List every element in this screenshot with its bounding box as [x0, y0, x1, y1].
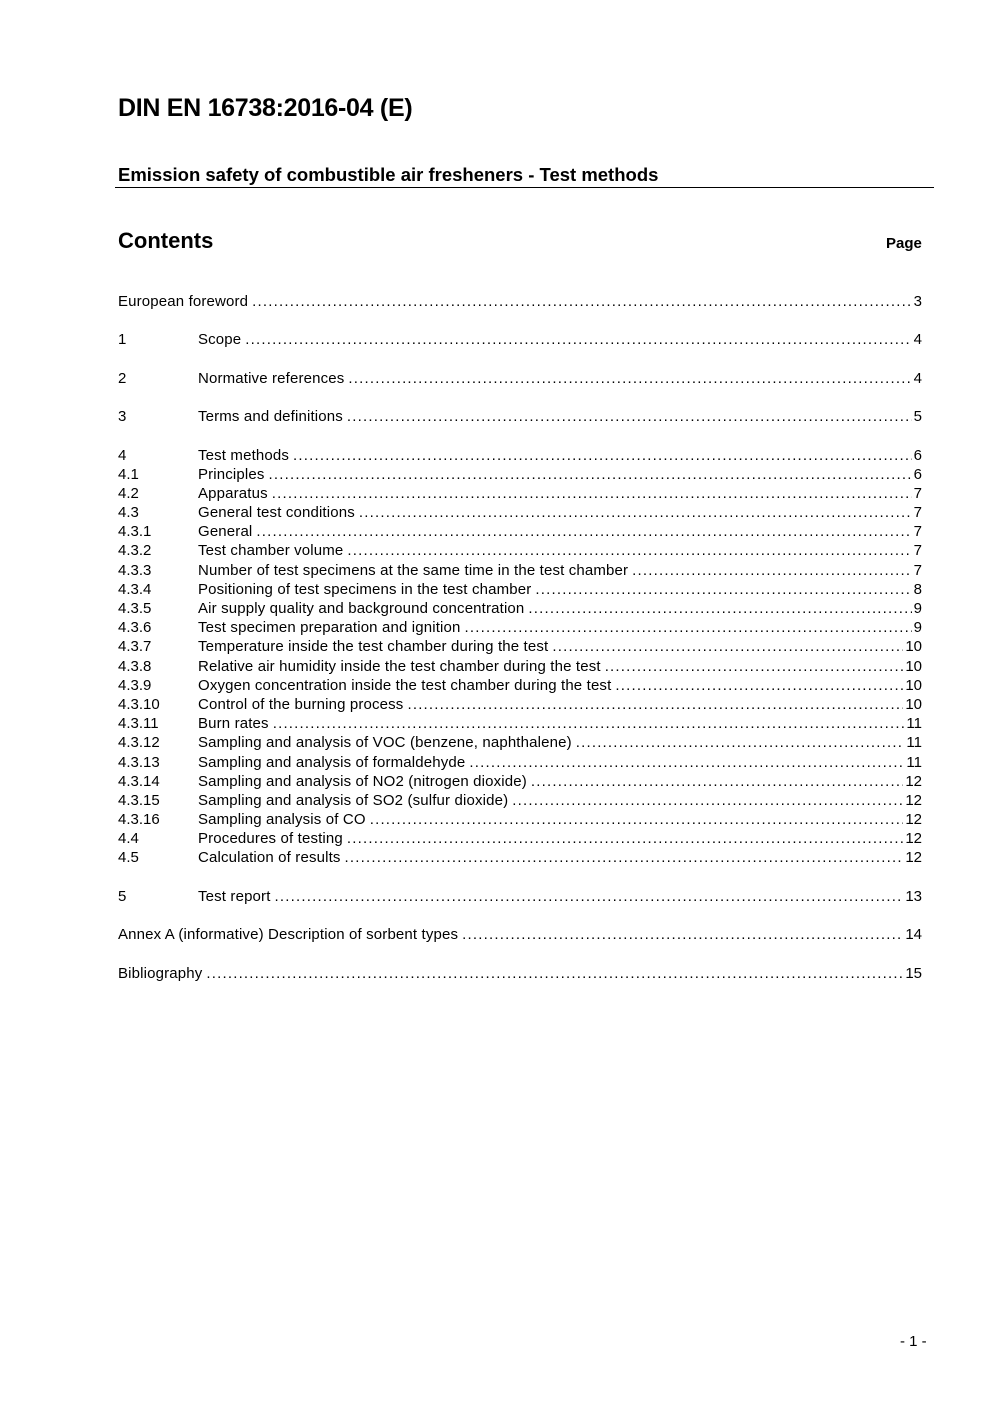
toc-dot-leader	[359, 503, 912, 522]
toc-entry[interactable]	[118, 695, 922, 714]
toc-entry[interactable]	[118, 465, 922, 484]
toc-dot-leader	[293, 446, 912, 465]
toc-dot-leader	[347, 829, 903, 848]
toc-entry-title: Annex A (informative) Description of sorbent types	[118, 926, 459, 944]
toc-entry[interactable]	[118, 733, 922, 752]
toc-entry-title: Bibliography	[118, 964, 203, 982]
toc-dot-leader	[275, 887, 904, 906]
toc-entry-page: 12	[905, 791, 922, 809]
toc-entry[interactable]	[118, 964, 922, 983]
toc-entry-page: 7	[913, 504, 922, 522]
toc-dot-leader	[348, 369, 911, 388]
toc-dot-leader	[632, 561, 911, 580]
toc-entry-number: 2	[118, 369, 127, 387]
toc-entry-page: 12	[905, 811, 922, 829]
toc-entry-title: Sampling and analysis of SO2 (sulfur dioxide)	[198, 791, 509, 809]
toc-entry[interactable]	[118, 503, 922, 522]
toc-entry-title: Calculation of results	[198, 849, 341, 867]
toc-entry[interactable]	[118, 330, 922, 349]
toc-dot-leader	[347, 407, 912, 426]
toc-dot-leader	[465, 618, 912, 637]
toc-dot-leader	[272, 484, 912, 503]
toc-dot-leader	[273, 714, 905, 733]
toc-entry-title: Normative references	[198, 369, 345, 387]
toc-entry[interactable]	[118, 407, 922, 426]
toc-dot-leader	[531, 772, 903, 791]
toc-entry-number: 4.4	[118, 830, 139, 848]
toc-entry-number: 4.3.12	[118, 734, 160, 752]
toc-entry-number: 4.3	[118, 504, 139, 522]
toc-entry[interactable]	[118, 580, 922, 599]
toc-entry-page: 6	[913, 446, 922, 464]
toc-entry-title: Relative air humidity inside the test chamber during the test	[198, 657, 601, 675]
toc-entry[interactable]	[118, 541, 922, 560]
toc-entry-page: 11	[906, 753, 922, 771]
toc-dot-leader	[535, 580, 911, 599]
toc-entry[interactable]	[118, 637, 922, 656]
title-rule	[115, 187, 934, 188]
toc-dot-leader	[256, 522, 911, 541]
toc-entry-title: Test report	[198, 887, 271, 905]
toc-entry-title: Test chamber volume	[198, 542, 344, 560]
toc-entry-number: 4.3.8	[118, 657, 152, 675]
toc-dot-leader	[407, 695, 903, 714]
toc-entry-title: General	[198, 523, 253, 541]
toc-entry-number: 4.3.7	[118, 638, 152, 656]
toc-entry-page: 10	[905, 676, 922, 694]
toc-entry-page: 7	[913, 561, 922, 579]
toc-entry-title: Sampling and analysis of VOC (benzene, naphthalene)	[198, 734, 572, 752]
toc-entry-title: Test methods	[198, 446, 290, 464]
toc-entry[interactable]	[118, 925, 922, 944]
toc-entry-title: Oxygen concentration inside the test chamber during the test	[198, 676, 612, 694]
toc-entry-page: 7	[913, 542, 922, 560]
toc-entry-title: European foreword	[118, 293, 249, 310]
toc-entry-page: 9	[913, 600, 922, 617]
toc-entry-number: 4.5	[118, 849, 139, 867]
toc-entry-number: 1	[118, 331, 127, 349]
toc-entry[interactable]	[118, 753, 922, 772]
toc-entry-page: 4	[913, 369, 922, 387]
toc-entry[interactable]	[118, 292, 922, 311]
toc-entry-title: Control of the burning process	[198, 695, 404, 713]
toc-dot-leader	[206, 964, 903, 983]
toc-entry[interactable]	[118, 618, 922, 637]
toc-entry[interactable]	[118, 772, 922, 791]
toc-entry-number: 4.3.9	[118, 676, 152, 694]
toc-entry-page: 10	[905, 638, 922, 656]
toc-entry-number: 4.3.14	[118, 772, 160, 790]
toc-entry-page: 12	[905, 830, 922, 848]
toc-entry-page: 4	[913, 331, 922, 349]
toc-entry[interactable]	[118, 791, 922, 810]
toc-entry-number: 4.3.6	[118, 619, 152, 637]
toc-entry-page: 12	[905, 772, 922, 790]
toc-entry-number: 5	[118, 887, 127, 905]
toc-entry-page: 11	[906, 715, 922, 733]
toc-entry[interactable]	[118, 829, 922, 848]
toc-entry-page: 8	[913, 580, 922, 598]
page-number: - 1 -	[900, 1333, 927, 1350]
toc-entry-title: Apparatus	[198, 484, 268, 502]
toc-entry-number: 4.3.15	[118, 791, 160, 809]
toc-entry-title: Temperature inside the test chamber during the test	[198, 638, 549, 656]
toc-dot-leader	[552, 637, 903, 656]
toc-entry[interactable]	[118, 599, 922, 618]
toc-entry-number: 4.3.3	[118, 561, 152, 579]
toc-entry-title: Sampling and analysis of formaldehyde	[198, 753, 466, 771]
toc-entry-title: Air supply quality and background concentration	[198, 600, 525, 617]
toc-entry-title: Sampling analysis of CO	[198, 811, 366, 829]
toc-entry[interactable]	[118, 810, 922, 829]
toc-entry-number: 4.3.1	[118, 523, 152, 541]
toc-dot-leader	[245, 330, 911, 349]
toc-entry-title: General test conditions	[198, 504, 355, 522]
toc-dot-leader	[462, 925, 903, 944]
toc-entry-number: 4.3.10	[118, 695, 160, 713]
toc-entry[interactable]	[118, 848, 922, 867]
toc-entry-page: 10	[905, 657, 922, 675]
toc-entry-number: 4.3.4	[118, 580, 152, 598]
toc-entry[interactable]	[118, 657, 922, 676]
toc-entry-title: Test specimen preparation and ignition	[198, 619, 461, 637]
toc-entry-page: 15	[905, 964, 922, 982]
document-subtitle: Emission safety of combustible air fresheners - Test methods	[118, 164, 659, 185]
toc-entry-title: Sampling and analysis of NO2 (nitrogen dioxide)	[198, 772, 527, 790]
toc-dot-leader	[345, 848, 904, 867]
contents-heading: Contents	[118, 228, 214, 253]
toc-entry[interactable]	[118, 446, 922, 465]
toc-entry-number: 4.3.2	[118, 542, 152, 560]
toc-dot-leader	[252, 292, 912, 311]
toc-entry-number: 3	[118, 408, 127, 426]
toc-dot-leader	[576, 733, 905, 752]
toc-entry-page: 7	[913, 523, 922, 541]
toc-entry-page: 12	[905, 849, 922, 867]
toc-entry-number: 4.3.16	[118, 811, 160, 829]
toc-entry-number: 4.2	[118, 484, 139, 502]
toc-entry[interactable]	[118, 561, 922, 580]
toc-entry-page: 6	[913, 465, 922, 483]
toc-dot-leader	[615, 676, 903, 695]
toc-entry-page: 14	[905, 926, 922, 944]
toc-dot-leader	[347, 541, 911, 560]
toc-entry-title: Number of test specimens at the same time in the test chamber	[198, 561, 629, 579]
toc-entry-title: Burn rates	[198, 715, 269, 733]
toc-entry-page: 9	[913, 619, 922, 637]
toc-entry-title: Positioning of test specimens in the test chamber	[198, 580, 532, 598]
toc-entry-number: 4.1	[118, 465, 139, 483]
toc-entry[interactable]	[118, 714, 922, 733]
toc-entry-title: Procedures of testing	[198, 830, 343, 848]
toc-entry-page: 13	[905, 887, 922, 905]
toc-entry-page: 5	[913, 408, 922, 426]
toc-entry-number: 4.3.13	[118, 753, 160, 771]
document-title: DIN EN 16738:2016-04 (E)	[118, 94, 413, 122]
toc-entry-page: 11	[906, 734, 922, 752]
toc-dot-leader	[605, 657, 904, 676]
toc-entry[interactable]	[118, 887, 922, 906]
toc-entry-page: 7	[913, 484, 922, 502]
toc-entry-number: 4.3.11	[118, 715, 159, 733]
toc-entry[interactable]	[118, 484, 922, 503]
toc-entry-page: 3	[913, 293, 922, 310]
toc-entry-number: 4	[118, 446, 127, 464]
toc-entry-page: 10	[905, 695, 922, 713]
toc-entry-title: Scope	[198, 331, 242, 349]
toc-entry[interactable]	[118, 522, 922, 541]
toc-dot-leader	[370, 810, 904, 829]
toc-dot-leader	[528, 599, 911, 618]
toc-dot-leader	[469, 753, 904, 772]
toc-entry-title: Terms and definitions	[198, 408, 343, 426]
table-of-contents	[118, 292, 922, 983]
page-column-heading: Page	[886, 235, 922, 252]
toc-entry[interactable]	[118, 676, 922, 695]
toc-entry[interactable]	[118, 369, 922, 388]
toc-entry-title: Principles	[198, 465, 265, 483]
toc-entry-number: 4.3.5	[118, 600, 152, 617]
toc-dot-leader	[269, 465, 912, 484]
toc-dot-leader	[512, 791, 903, 810]
